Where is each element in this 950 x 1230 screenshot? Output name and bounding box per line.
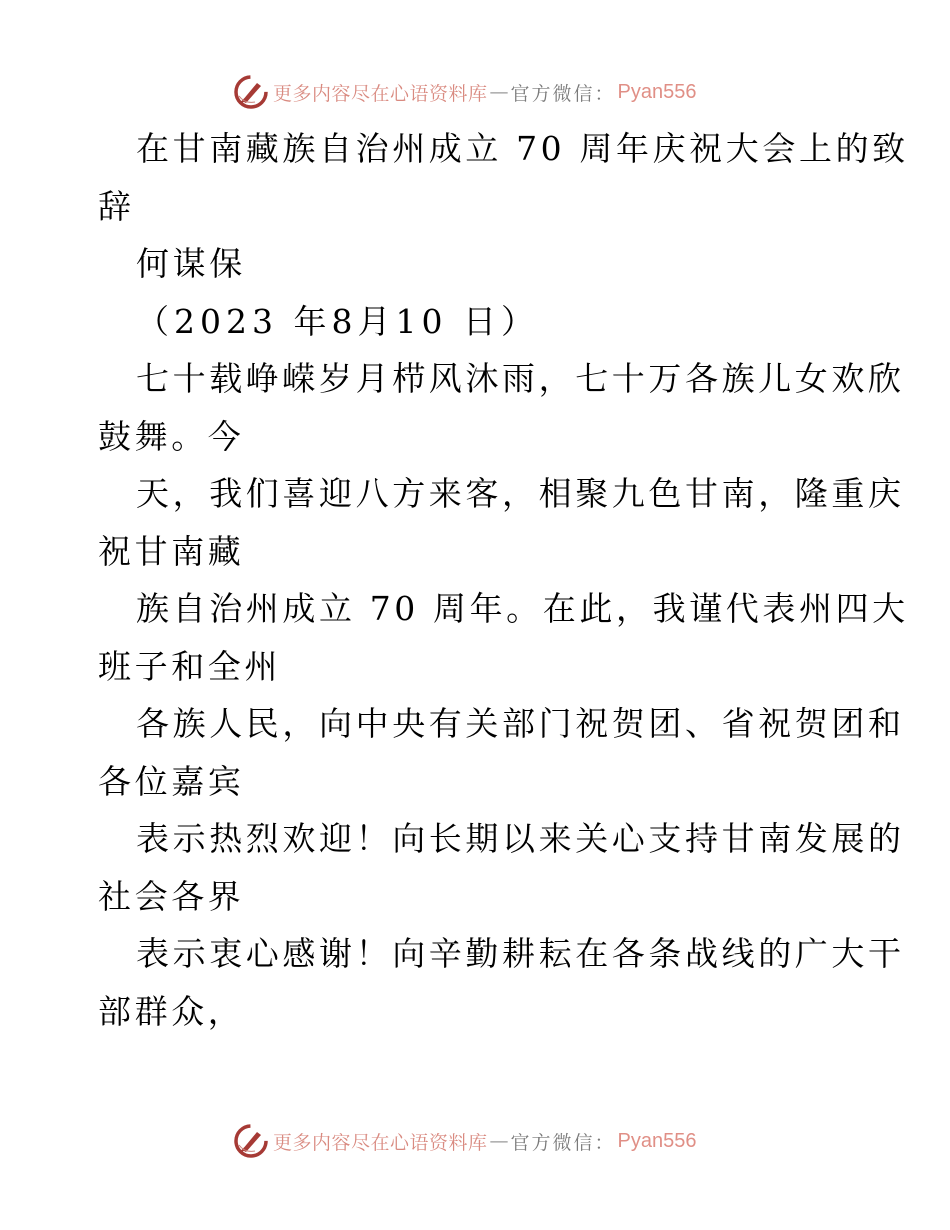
paragraph-line: 七十载峥嵘岁月栉风沐雨，七十万各族儿女欢欣 — [136, 359, 905, 398]
paragraph-line: 祝甘南藏 — [98, 531, 245, 571]
paragraph-line: 各位嘉宾 — [98, 761, 245, 801]
banner-dash: — — [489, 81, 509, 103]
wechat-label: 官方微信： — [510, 82, 616, 105]
paragraph-line: 各族人民，向中央有关部门祝贺团、省祝贺团和 — [136, 704, 905, 743]
wechat-label: 官方微信： — [510, 1131, 616, 1154]
quill-pen-logo-icon — [233, 1123, 269, 1159]
document-body — [98, 120, 909, 1040]
paragraph-line: 班子和全州 — [98, 646, 281, 686]
date-line: （2023 年8月10 日） — [136, 301, 539, 341]
header-banner — [233, 72, 697, 112]
paragraph-line: 鼓舞。今 — [98, 416, 245, 456]
paragraph-line: 天，我们喜迎八方来客，相聚九色甘南，隆重庆 — [136, 474, 905, 513]
author: 何谋保 — [136, 244, 246, 283]
paragraph-line: 表示热烈欢迎！向长期以来关心支持甘南发展的 — [136, 819, 905, 858]
paragraph-line: 族自治州成立 70 周年。在此，我谨代表州四大 — [136, 589, 909, 628]
promo-text: 更多内容尽在心语资料库 — [273, 1131, 488, 1154]
footer-banner — [233, 1121, 697, 1161]
paragraph-line: 部群众， — [98, 991, 245, 1031]
title-line-1: 在甘南藏族自治州成立 70 周年庆祝大会上的致 — [136, 129, 909, 168]
wechat-handle: Pyan556 — [617, 1129, 697, 1152]
quill-pen-logo-icon — [233, 74, 269, 110]
wechat-handle: Pyan556 — [617, 80, 697, 103]
paragraph-line: 表示衷心感谢！向辛勤耕耘在各条战线的广大干 — [136, 934, 905, 973]
title-line-2: 辞 — [98, 186, 135, 226]
banner-dash: — — [489, 1130, 509, 1152]
paragraph-line: 社会各界 — [98, 876, 245, 916]
promo-text: 更多内容尽在心语资料库 — [273, 82, 488, 105]
